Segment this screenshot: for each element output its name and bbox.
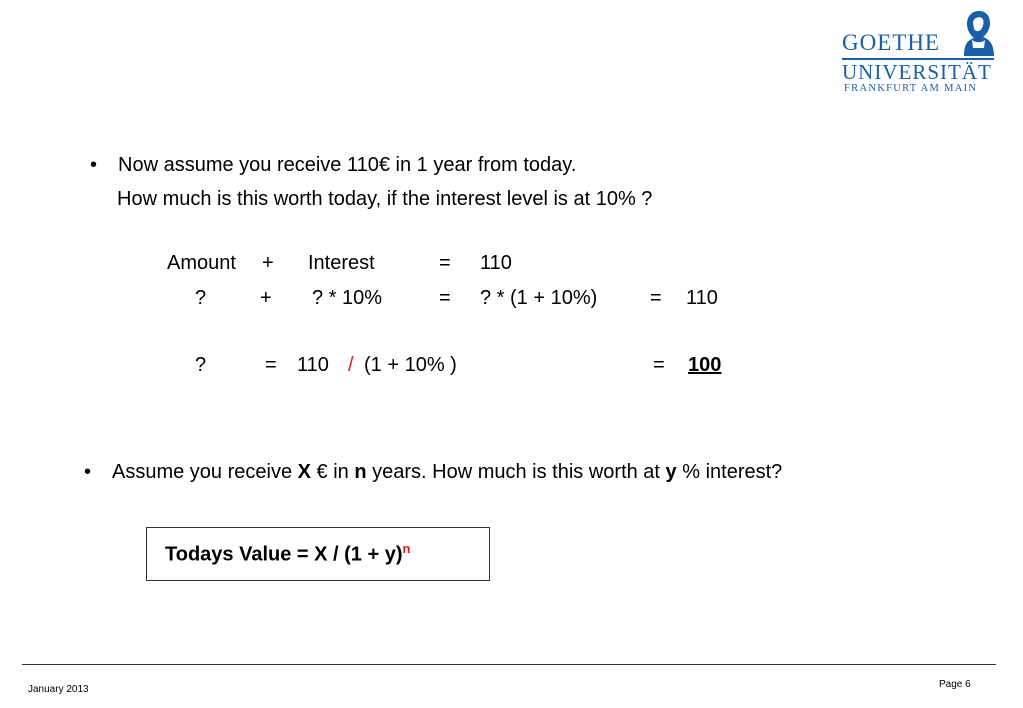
row1-equals: =	[439, 252, 451, 274]
row1-interest: Interest	[308, 252, 375, 274]
row2-equals-2: =	[650, 287, 662, 309]
goethe-portrait-icon	[954, 8, 998, 58]
row1-amount: Amount	[167, 252, 236, 274]
logo-line-universitaet: UNIVERSITÄT	[842, 60, 992, 84]
page-number: Page 6	[939, 679, 971, 690]
row2-unknown: ?	[195, 287, 207, 309]
university-logo	[842, 8, 1002, 94]
row3-denominator: (1 + 10% )	[364, 354, 457, 376]
formula-box	[146, 527, 490, 581]
question-line-2: How much is this worth today, if the interest level is at 10% ?	[117, 188, 653, 210]
variable-y: y	[665, 461, 677, 483]
logo-line-frankfurt: FRANKFURT AM MAIN	[844, 83, 978, 94]
footer-divider	[22, 664, 996, 665]
general-question-pre: Assume you receive	[112, 461, 298, 483]
general-question-post: % interest?	[676, 461, 783, 483]
row2-expression: ? * (1 + 10%)	[480, 287, 598, 309]
row2-interest: ? * 10%	[312, 287, 383, 309]
question-line-1: Now assume you receive 110€ in 1 year from today.	[118, 154, 577, 176]
row1-plus: +	[262, 252, 274, 274]
row2-equals-1: =	[439, 287, 451, 309]
logo-line-goethe: GOETHE	[842, 30, 940, 55]
row2-value: 110	[686, 287, 718, 309]
bullet-1: •	[90, 154, 98, 176]
bullet-2: •	[84, 461, 92, 483]
variable-n: n	[354, 461, 367, 483]
general-question	[112, 461, 782, 484]
row3-numerator: 110	[297, 354, 329, 376]
row3-equals-1: =	[265, 354, 277, 376]
row2-plus: +	[260, 287, 272, 309]
row1-value: 110	[480, 252, 512, 274]
formula	[165, 541, 410, 567]
row3-equals-2: =	[653, 354, 665, 376]
footer-date: January 2013	[28, 684, 89, 695]
general-question-mid2: years. How much is this worth at	[366, 461, 666, 483]
formula-exponent: n	[402, 541, 411, 556]
row3-unknown: ?	[195, 354, 207, 376]
row3-result: 100	[688, 354, 722, 376]
row3-division-slash: /	[348, 354, 354, 376]
variable-x: X	[297, 461, 311, 483]
formula-text: Todays Value = X / (1 + y)	[165, 543, 403, 566]
general-question-mid1: € in	[310, 461, 355, 483]
